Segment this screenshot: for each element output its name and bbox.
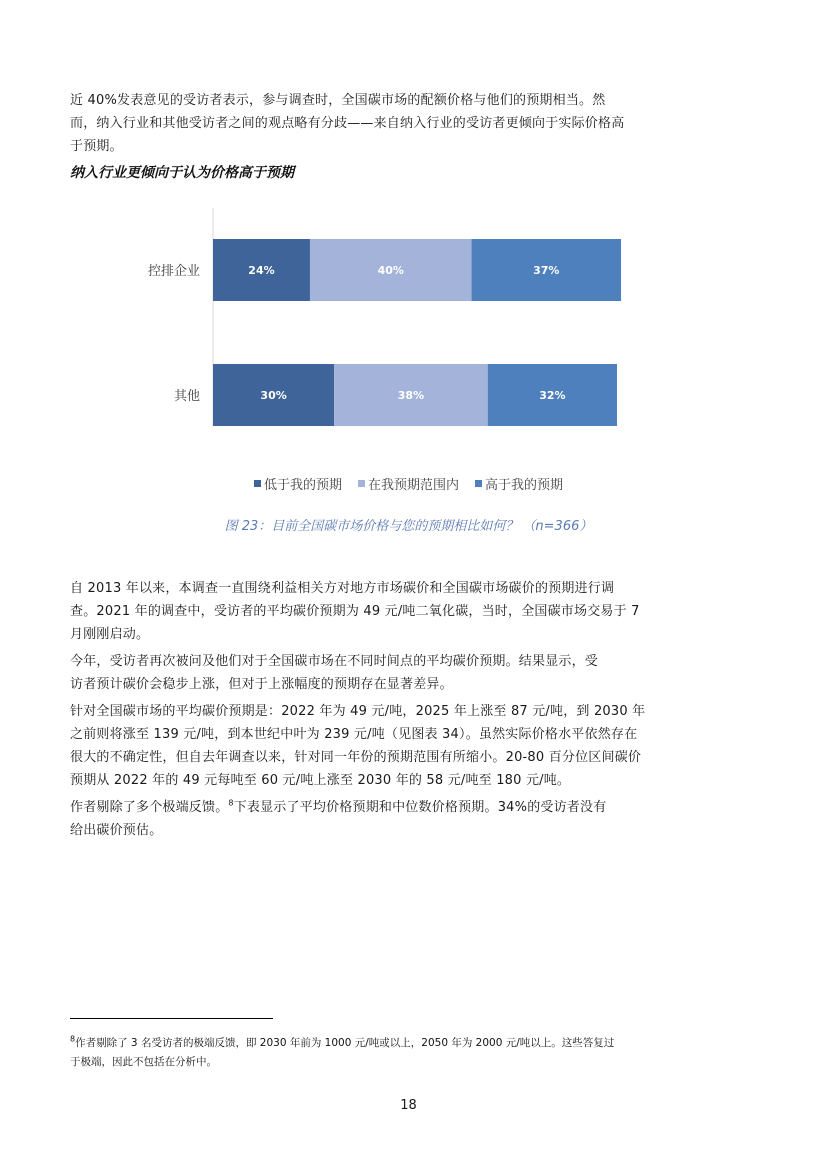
paragraph-1: [70, 577, 700, 646]
p4-text-after: 下表显示了平均价格预期和中位数价格预期。34%的受访者没有: [233, 800, 607, 815]
footnote-divider: [70, 1018, 273, 1019]
p4-line-2: 给出碳价预估。: [70, 823, 163, 838]
intro-line-2: 而，纳入行业和其他受访者之间的观点略有分歧——来自纳入行业的受访者更倾向于实际价格高: [70, 116, 625, 131]
section-heading: 纳入行业更倾向于认为价格高于预期: [70, 165, 294, 181]
p4-text-before: 作者剔除了多个极端反馈。: [70, 800, 229, 815]
p1-line-2: 查。2021 年的调查中，受访者的平均碳价预期为 49 元/吨二氧化碳，当时，全国碳市场交易于 7: [70, 604, 640, 619]
footnote-marker: 8: [70, 1034, 76, 1044]
p1-line-1: 自 2013 年以来，本调查一直围绕利益相关方对地方市场碳价和全国碳市场碳价的预期进行调: [70, 581, 615, 596]
legend-swatch: [254, 480, 261, 487]
footnote-reference[interactable]: 8: [228, 798, 234, 808]
data-label: 30%: [260, 389, 287, 402]
paragraph-4: [70, 796, 700, 842]
intro-line-3: 于预期。: [70, 139, 123, 154]
data-label: 37%: [533, 264, 560, 277]
footnote-line-1: [70, 1034, 700, 1053]
p3-line-3: 很大的不确定性，但自去年调查以来，针对同一年份的预期范围有所缩小。20-80 百分位区间碳价: [70, 750, 642, 765]
footnote: [70, 1034, 700, 1072]
p2-line-2: 访者预计碳价会稳步上涨，但对于上涨幅度的预期存在显著差异。: [70, 677, 453, 692]
p3-line-1: 针对全国碳市场的平均碳价预期是：2022 年为 49 元/吨，2025 年上涨至 87 元/吨，到 2030 年: [70, 704, 646, 719]
data-label: 24%: [248, 264, 275, 277]
paragraph-2: [70, 650, 700, 696]
category-label: 其他: [173, 389, 200, 404]
figure-caption: 图 23：目前全国碳市场价格与您的预期相比如何？ （n=366）: [224, 519, 593, 534]
legend-item: [475, 474, 563, 493]
p3-line-2: 之前则将涨至 139 元/吨，到本世纪中叶为 239 元/吨（见图表 34）。虽然实际价格水平依然存在: [70, 727, 638, 742]
paragraph-3: [70, 700, 700, 792]
data-label: 32%: [539, 389, 566, 402]
page-number: 18: [400, 1098, 417, 1113]
stacked-bar-chart: [0, 200, 817, 470]
legend-item: [254, 474, 342, 493]
p1-line-3: 月刚刚启动。: [70, 627, 150, 642]
p4-line-1: [70, 796, 700, 819]
legend-swatch: [475, 480, 482, 487]
intro-paragraph: [70, 89, 700, 158]
legend-swatch: [358, 480, 365, 487]
p2-line-1: 今年，受访者再次被问及他们对于全国碳市场在不同时间点的平均碳价预期。结果显示，受: [70, 654, 599, 669]
legend-item: [358, 474, 459, 493]
intro-line-1: 近 40%发表意见的受访者表示，参与调查时，全国碳市场的配额价格与他们的预期相当。然: [70, 93, 606, 108]
data-label: 38%: [397, 389, 425, 402]
footnote-line-2: 于极端，因此不包括在分析中。: [70, 1056, 217, 1068]
p3-line-4: 预期从 2022 年的 49 元每吨至 60 元/吨上涨至 2030 年的 58 元/吨至 180 元/吨。: [70, 773, 571, 788]
footnote-text-1: 作者剔除了 3 名受访者的极端反馈，即 2030 年前为 1000 元/吨或以上，2050 年为 2000 元/吨以上。这些答复过: [75, 1037, 615, 1049]
legend-label: 在我预期范围内: [367, 478, 459, 493]
data-label: 40%: [377, 264, 404, 277]
legend-label: 高于我的预期: [485, 478, 564, 493]
legend-label: 低于我的预期: [263, 478, 342, 493]
category-label: 控排企业: [147, 264, 200, 279]
chart-legend: [0, 474, 817, 493]
